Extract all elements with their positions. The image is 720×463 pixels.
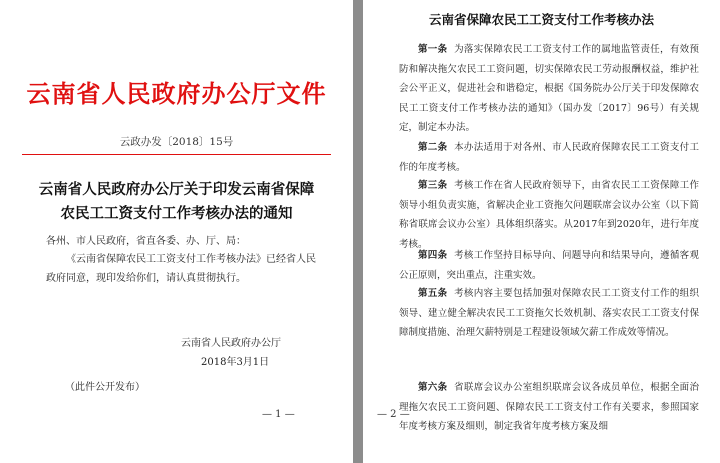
notice-title-line-1: 云南省人民政府办公厅关于印发云南省保障	[38, 181, 315, 198]
document-page-2	[363, 0, 720, 463]
article	[399, 138, 699, 177]
article-text: 考核工作坚持目标导向、问题导向和结果导向，遵循客观公正原则，突出重点，注重实效。	[399, 250, 699, 281]
article	[399, 378, 699, 437]
page-number: — 2 —	[377, 409, 410, 420]
regulation-title: 云南省保障农民工工资支付工作考核办法	[428, 12, 654, 27]
addressees: 各州、市人民政府，省直各委、办、厅、局：	[46, 236, 246, 247]
notice-body	[46, 250, 324, 288]
document-header: 云南省人民政府办公厅文件	[26, 79, 327, 108]
article-text: 考核内容主要包括加强对保障农民工工资支付工作的组织领导、建立健全解决农民工工资拖欠长效机制、落实农民工工资支付保障制度措施、治理欠薪特别是工程建设领域欠薪工作成效等情况。	[399, 288, 699, 338]
red-divider-line	[22, 154, 331, 155]
article-label: 第四条	[418, 250, 448, 261]
page-number: — 1 —	[262, 409, 295, 420]
notice-body-text: 《云南省保障农民工工资支付工作考核办法》已经省人民政府同意，现印发给你们，请认真贯彻执行。	[46, 254, 316, 284]
document-number: 云政办发〔2018〕15号	[119, 136, 234, 148]
signature-date: 2018年3月1日	[201, 357, 270, 368]
article	[399, 246, 699, 285]
article-text: 本办法适用于对各州、市人民政府保障农民工工资支付工作的年度考核。	[399, 142, 699, 173]
article-text: 为落实保障农民工工资支付工作的属地监管责任，有效预防和解决拖欠农民工工资问题，切实保障农民工劳动报酬权益，维护社会公平正义，促进社会和谐稳定，根据《国务院办公厅关于印发保障农民工工资支付工作考核办法的通知》（国办发〔2017〕96号）有关规定，制定本办法。	[399, 44, 699, 133]
article-label: 第五条	[418, 288, 448, 299]
article-label: 第一条	[418, 44, 448, 55]
public-release-note: （此件公开发布）	[65, 382, 145, 393]
article	[399, 284, 699, 343]
notice-title	[0, 178, 353, 226]
article-text: 省联席会议办公室组织联席会议各成员单位，根据全面治理拖欠农民工工资问题、保障农民工工资支付工作有关要求，参照国家年度考核方案及细则，制定我省年度考核方案及细	[399, 382, 699, 432]
article	[399, 40, 699, 138]
signature-organization: 云南省人民政府办公厅	[181, 338, 281, 349]
article-label: 第六条	[418, 382, 448, 393]
document-page-1	[0, 0, 353, 463]
article-label: 第二条	[418, 142, 448, 153]
article-label: 第三条	[418, 180, 448, 191]
article	[399, 176, 699, 254]
article-text: 考核工作在省人民政府领导下，由省农民工工资保障工作领导小组负责实施，省解决企业工资拖欠问题联席会议办公室（以下简称省联席会议办公室）具体组织落实。从2017年到2020年，进行年度考核。	[399, 180, 699, 250]
notice-title-line-2: 农民工工资支付工作考核办法的通知	[60, 205, 293, 222]
